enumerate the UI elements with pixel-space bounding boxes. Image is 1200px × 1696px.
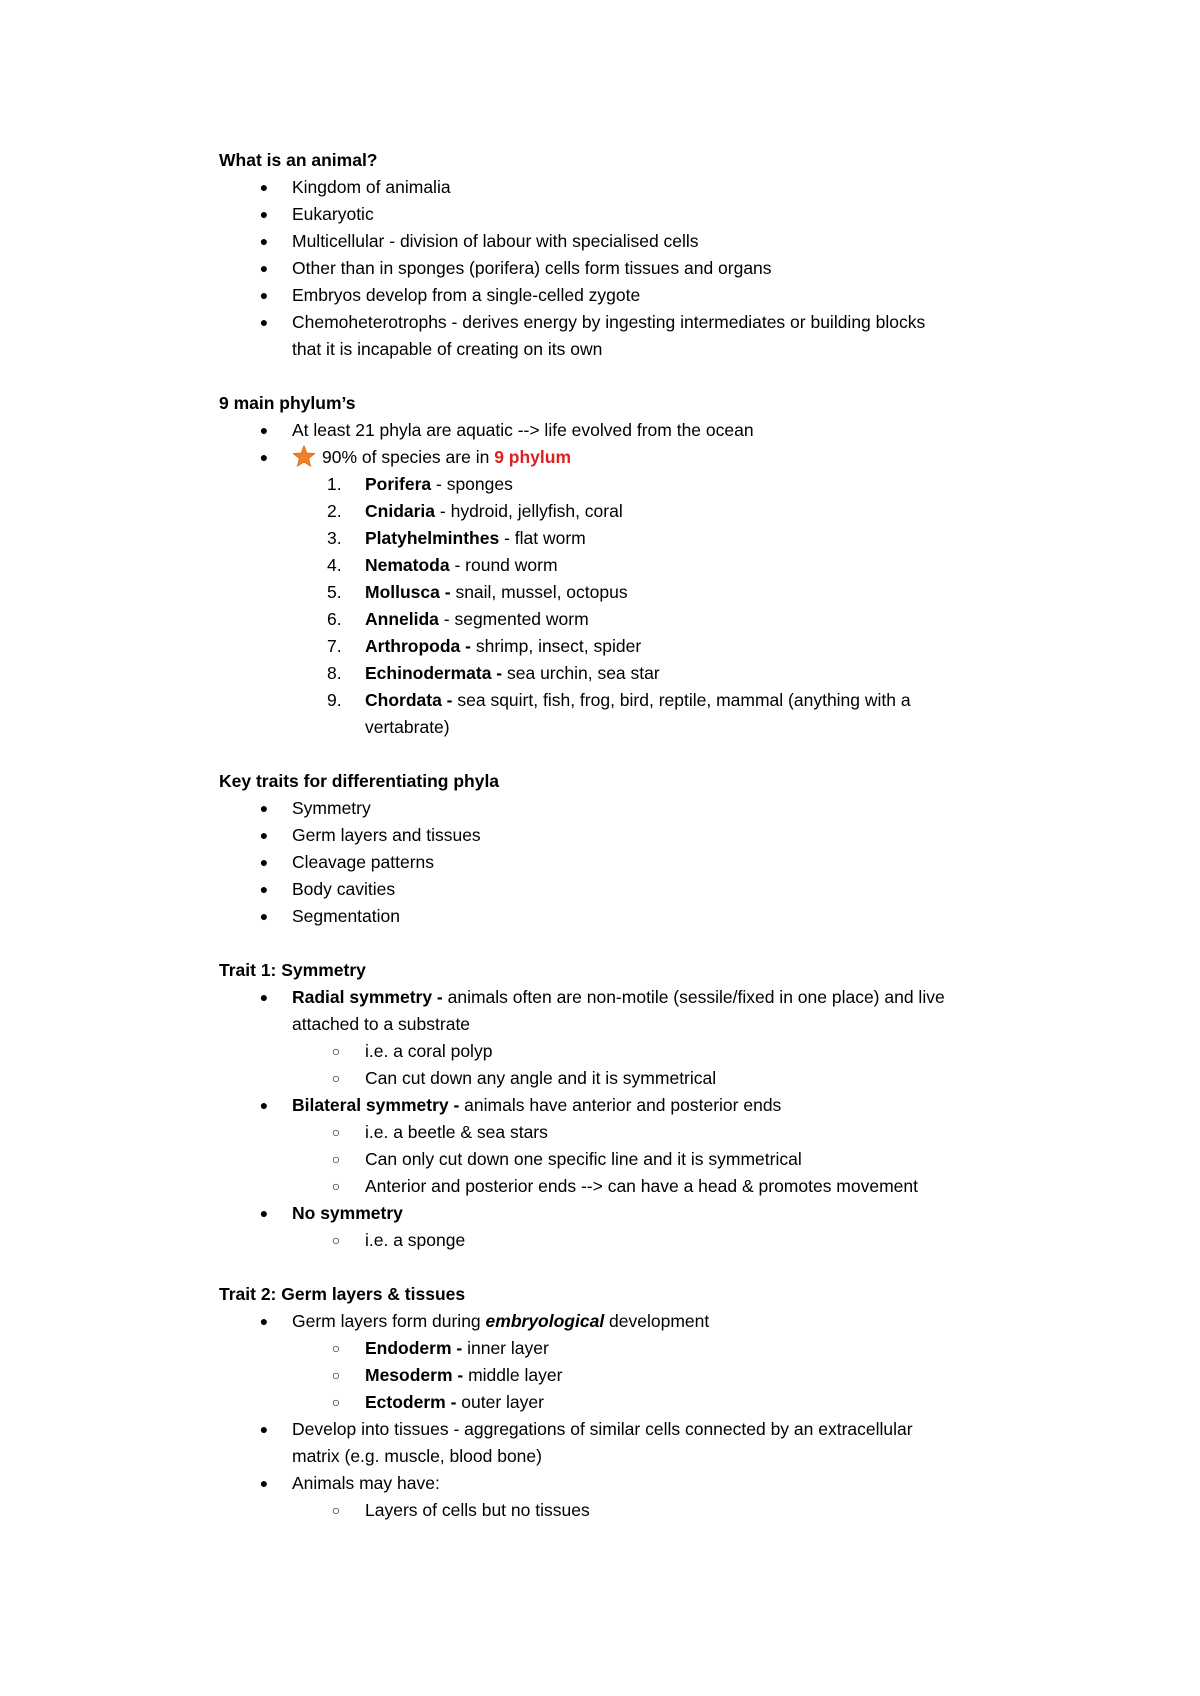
list-item-continuation: that it is incapable of creating on its own — [292, 339, 603, 359]
list-item: 9. Chordata - sea squirt, fish, frog, bird, reptile, mammal (anything with a — [327, 690, 911, 710]
section-heading: Trait 2: Germ layers & tissues — [219, 1284, 466, 1304]
bullet-icon: ● — [259, 1421, 269, 1437]
sub-list-item: ○ Anterior and posterior ends --> can have a head & promotes movement — [219, 1173, 1119, 1200]
list-item: ● Other than in sponges (porifera) cells form tissues and organs — [219, 255, 1119, 282]
list-item: 1. Porifera - sponges — [327, 474, 513, 494]
bullet-icon: ● — [259, 881, 269, 897]
list-item: ● At least 21 phyla are aquatic --> life evolved from the ocean — [219, 417, 1119, 444]
bullet-icon: ● — [259, 179, 269, 195]
bullet-icon: ● — [259, 827, 269, 843]
section-trait-2-germ-layers — [219, 1281, 1119, 1524]
bullet-icon: ● — [259, 1313, 269, 1329]
list-item: 4. Nematoda - round worm — [327, 555, 558, 575]
list-item: ● 90% of species are in 9 phylum — [219, 444, 1119, 471]
list-item: ● Germ layers and tissues — [219, 822, 1119, 849]
bullet-icon: ● — [259, 908, 269, 924]
hollow-bullet-icon: ○ — [331, 1394, 341, 1410]
hollow-bullet-icon: ○ — [331, 1151, 341, 1167]
sub-list-item: ○ Ectoderm - outer layer — [219, 1389, 1119, 1416]
hollow-bullet-icon: ○ — [331, 1367, 341, 1383]
list-item: ● Bilateral symmetry - animals have anterior and posterior ends — [219, 1092, 1119, 1119]
list-item: ● Kingdom of animalia — [219, 174, 1119, 201]
bullet-icon: ● — [259, 800, 269, 816]
list-item: ● Germ layers form during embryological development — [219, 1308, 1119, 1335]
list-item: ● Symmetry — [219, 795, 1119, 822]
list-item: ● Body cavities — [219, 876, 1119, 903]
list-item: ● Develop into tissues - aggregations of similar cells connected by an extracellular — [219, 1416, 1119, 1443]
list-item: ● Eukaryotic — [219, 201, 1119, 228]
list-item-continuation: vertabrate) — [365, 717, 450, 737]
hollow-bullet-icon: ○ — [331, 1340, 341, 1356]
highlight-text: 9 phylum — [494, 447, 572, 467]
list-item: ● Multicellular - division of labour with specialised cells — [219, 228, 1119, 255]
bullet-icon: ● — [259, 206, 269, 222]
hollow-bullet-icon: ○ — [331, 1232, 341, 1248]
hollow-bullet-icon: ○ — [331, 1043, 341, 1059]
section-heading: What is an animal? — [219, 150, 378, 170]
list-item: ● Chemoheterotrophs - derives energy by ingesting intermediates or building blocks — [219, 309, 1119, 336]
bullet-icon: ● — [259, 854, 269, 870]
sub-list-item: ○ Can only cut down one specific line and it is symmetrical — [219, 1146, 1119, 1173]
section-what-is-an-animal — [219, 147, 1119, 363]
bullet-icon: ● — [259, 1475, 269, 1491]
section-heading: Key traits for differentiating phyla — [219, 771, 500, 791]
list-item: ● No symmetry — [219, 1200, 1119, 1227]
list-item: ● Cleavage patterns — [219, 849, 1119, 876]
bullet-icon: ● — [259, 1205, 269, 1221]
sub-list-item: ○ i.e. a beetle & sea stars — [219, 1119, 1119, 1146]
list-item-continuation: attached to a substrate — [292, 1014, 471, 1034]
section-heading: Trait 1: Symmetry — [219, 960, 366, 980]
list-item: 2. Cnidaria - hydroid, jellyfish, coral — [327, 501, 623, 521]
list-item-continuation: matrix (e.g. muscle, blood bone) — [292, 1446, 542, 1466]
section-main-phylums — [219, 390, 1119, 741]
section-trait-1-symmetry — [219, 957, 1119, 1254]
sub-list-item: ○ Endoderm - inner layer — [219, 1335, 1119, 1362]
list-item: ● Radial symmetry - animals often are non-motile (sessile/fixed in one place) and live — [219, 984, 1119, 1011]
list-item: 7. Arthropoda - shrimp, insect, spider — [327, 636, 642, 656]
list-item: ● Embryos develop from a single-celled zygote — [219, 282, 1119, 309]
hollow-bullet-icon: ○ — [331, 1124, 341, 1140]
hollow-bullet-icon: ○ — [331, 1070, 341, 1086]
sub-list-item: ○ Layers of cells but no tissues — [219, 1497, 1119, 1524]
list-item: 6. Annelida - segmented worm — [327, 609, 589, 629]
sub-list-item: ○ Can cut down any angle and it is symmetrical — [219, 1065, 1119, 1092]
star-icon — [292, 445, 316, 467]
hollow-bullet-icon: ○ — [331, 1178, 341, 1194]
sub-list-item: ○ i.e. a coral polyp — [219, 1038, 1119, 1065]
bullet-icon: ● — [259, 422, 269, 438]
bullet-icon: ● — [259, 1097, 269, 1113]
bullet-icon: ● — [259, 260, 269, 276]
list-item: ● Animals may have: — [219, 1470, 1119, 1497]
bullet-icon: ● — [259, 287, 269, 303]
section-key-traits — [219, 768, 1119, 930]
list-item: 3. Platyhelminthes - flat worm — [327, 528, 586, 548]
bullet-icon: ● — [259, 233, 269, 249]
list-item: 8. Echinodermata - sea urchin, sea star — [327, 663, 660, 683]
list-item: 5. Mollusca - snail, mussel, octopus — [327, 582, 628, 602]
list-item: ● Segmentation — [219, 903, 1119, 930]
sub-list-item: ○ Mesoderm - middle layer — [219, 1362, 1119, 1389]
bullet-icon: ● — [259, 449, 269, 465]
bullet-icon: ● — [259, 314, 269, 330]
sub-list-item: ○ i.e. a sponge — [219, 1227, 1119, 1254]
hollow-bullet-icon: ○ — [331, 1502, 341, 1518]
bullet-icon: ● — [259, 989, 269, 1005]
section-heading: 9 main phylum’s — [219, 393, 356, 413]
document-content — [219, 147, 1119, 1551]
